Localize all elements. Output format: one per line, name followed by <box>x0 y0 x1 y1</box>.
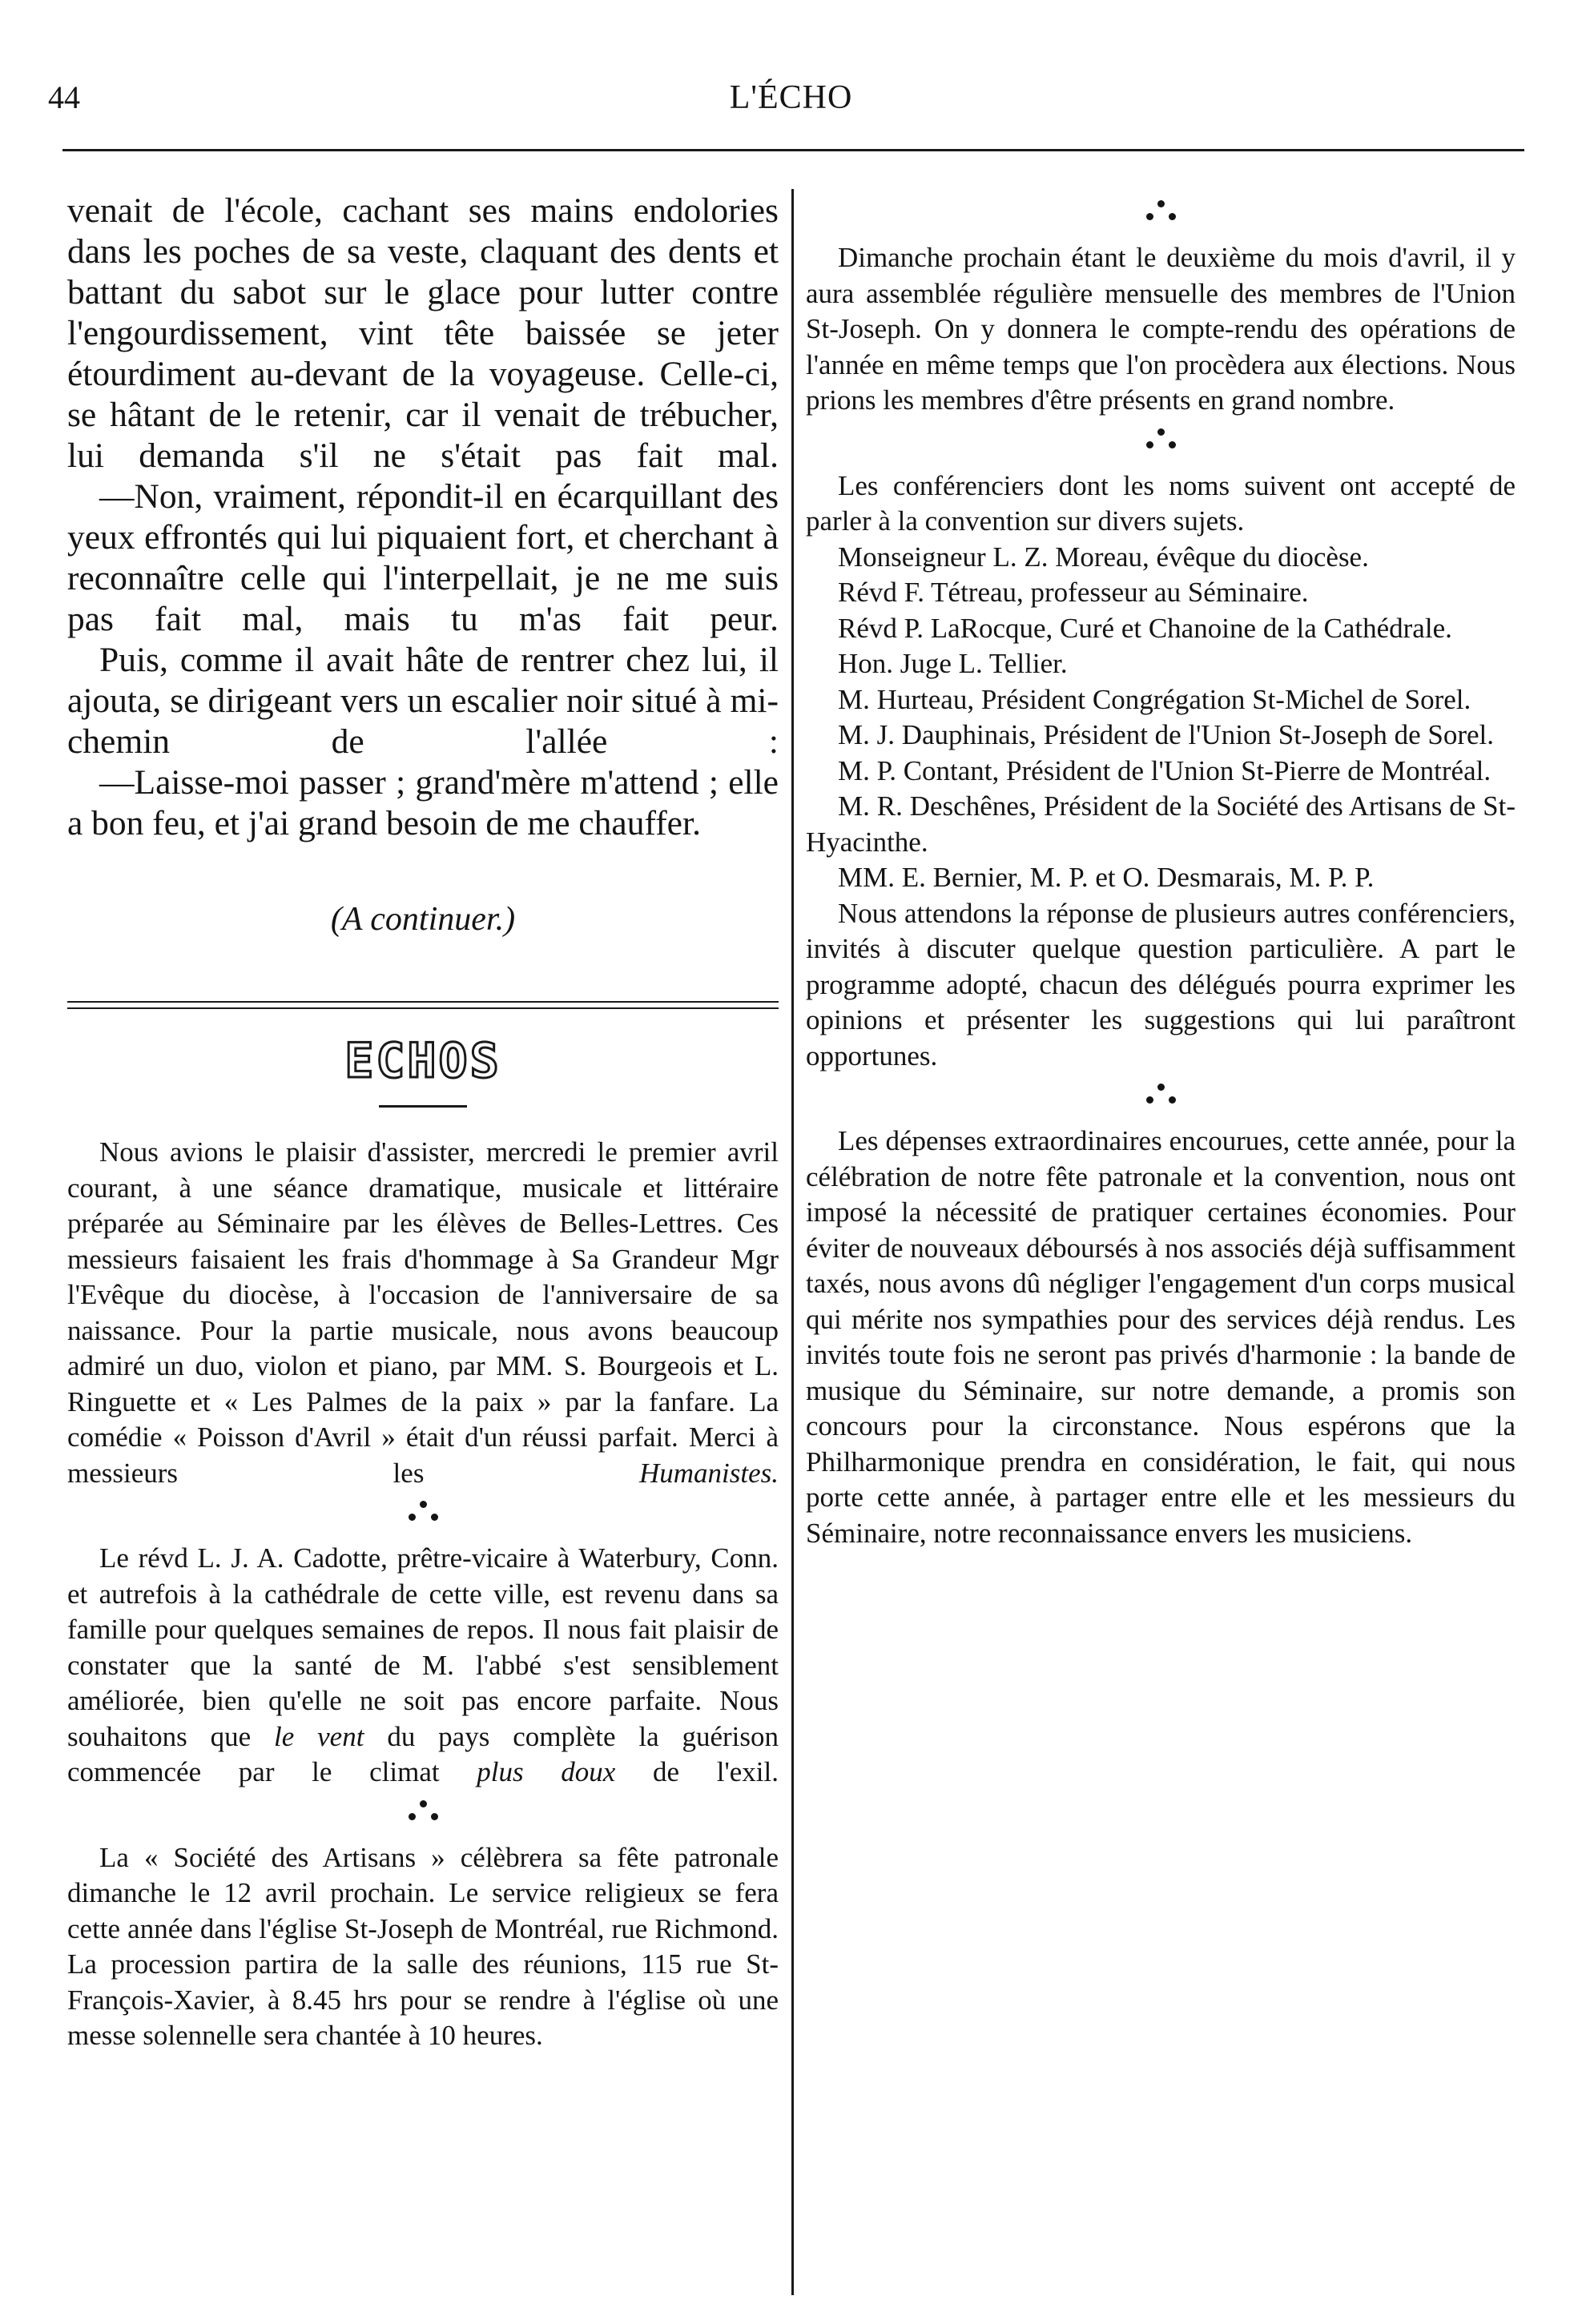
speaker-entry: M. P. Contant, Président de l'Union St-Pierre de Montréal. <box>838 754 1491 786</box>
echos-notes-left <box>67 1135 779 2054</box>
heading-rule <box>379 1105 467 1108</box>
news-item: Nous attendons la réponse de plusieurs autres conférenciers, invités à discuter quelque question particulière. A part le programme adopté, chacun des délégués pourra exprimer les opinions et présenter les suggestions qui lui paraîtront opportunes. <box>806 897 1516 1072</box>
to-be-continued: (A continuer.) <box>330 901 516 938</box>
left-column <box>67 191 779 2054</box>
column-divider <box>791 189 794 2295</box>
news-item: Les dépenses extraordinaires encourues, cette année, pour la célébration de notre fête patronale et la convention, nous ont imposé la nécessité de pratiquer certaines économies. Pour éviter de nouveaux déboursés à nos associés déjà suffisamment taxés, nous avons dû négliger l'engagement d'un corps musical qui mérite nos sympathies pour des services déjà rendus. Les invités toute fois ne seront pas privés d'harmonie : la bande de musique du Séminaire, sur notre demande, a promis son concours pour la circonstance. Nous espérons que la Philharmonique prendra en considération, le fait, qui nous porte cette année, à partager entre elle et les messieurs du Séminaire, notre reconnaissance envers les musiciens. <box>806 1125 1516 1549</box>
echos-notes-right <box>806 195 1516 1551</box>
story-paragraph: Puis, comme il avait hâte de rentrer chez lui, il ajouta, se dirigeant vers un escalier noir situé à mi-chemin de l'allée : <box>67 641 779 761</box>
section-divider <box>67 1001 779 1009</box>
news-item: La « Société des Artisans » célèbrera sa fête patronale dimanche le 12 avril prochain. Le service religieux se fera cette année dans l'église St-Joseph de Montréal, rue Richmond. La procession partira de la salle des réunions, 115 rue St-François-Xavier, à 8.45 hrs pour se rendre à l'église où une messe solennelle sera chantée à 10 heures. <box>67 1841 779 2051</box>
asterism <box>67 1496 779 1541</box>
speaker-entry: M. J. Dauphinais, Président de l'Union St-Joseph de Sorel. <box>838 719 1495 750</box>
running-title: L'ÉCHO <box>729 79 853 116</box>
speaker-entry: Hon. Juge L. Tellier. <box>838 648 1068 679</box>
news-item: Dimanche prochain étant le deuxième du mois d'avril, il y aura assemblée régulière mensuelle des membres de l'Union St-Joseph. On y donnera le compte-rendu des opérations de l'année en même temps que l'on procèdera aux élections. Nous prions les membres d'être présents en grand nombre. <box>806 242 1516 416</box>
speaker-entry: M. R. Deschênes, Président de la Société des Artisans de St-Hyacinthe. <box>806 790 1516 858</box>
page-number: 44 <box>48 79 80 115</box>
speaker-entry: M. Hurteau, Président Congrégation St-Michel de Sorel. <box>838 683 1471 715</box>
story-paragraph: venait de l'école, cachant ses mains endolories dans les poches de sa veste, claquant des dents et battant du sabot sur le glace pour lutter contre l'engourdissement, vint tête baissée se jeter étourdiment au-devant de la voyageuse. Celle-ci, se hâtant de le retenir, car il venait de trébucher, lui demanda s'il ne s'était pas fait mal. <box>67 191 779 475</box>
speaker-entry: Révd P. LaRocque, Curé et Chanoine de la Cathédrale. <box>838 612 1452 644</box>
news-italic: le vent <box>274 1720 364 1752</box>
asterism <box>806 1079 1516 1124</box>
news-text: du pays complète la guérison commencée par le climat <box>67 1720 779 1787</box>
news-text: Le révd L. J. A. Cadotte, prêtre-vicaire à Waterbury, Conn. et autrefois à la cathédrale de cette ville, est revenu dans sa famille pour quelques semaines de repos. Il nous fait plaisir de constater que la santé de M. l'abbé s'est sensiblement améliorée, bien qu'elle ne soit pas encore parfaite. Nous souhaitons que <box>67 1542 779 1752</box>
speaker-entry: Monseigneur L. Z. Moreau, évêque du diocèse. <box>838 541 1369 573</box>
asterism <box>806 195 1516 240</box>
speaker-entry: Révd F. Tétreau, professeur au Séminaire. <box>838 577 1309 608</box>
story-paragraph: —Non, vraiment, répondit-il en écarquillant des yeux effrontés qui lui piquaient fort, et cherchant à reconnaître celle qui l'interpellait, je ne me suis pas fait mal, mais tu m'as fait peur. <box>67 477 779 638</box>
serial-story <box>67 191 779 844</box>
speaker-entry: MM. E. Bernier, M. P. et O. Desmarais, M. P. P. <box>838 862 1375 893</box>
news-italic: plus doux <box>477 1756 616 1787</box>
news-text: de l'exil. <box>653 1756 779 1787</box>
asterism <box>806 424 1516 468</box>
asterism <box>67 1795 779 1840</box>
story-paragraph: —Laisse-moi passer ; grand'mère m'attend ; elle a bon feu, et j'ai grand besoin de me chauffer. <box>67 763 779 842</box>
news-item <box>67 1135 779 1491</box>
news-item <box>67 1541 779 1791</box>
section-heading: ECHOS <box>344 1033 501 1089</box>
header-rule <box>62 149 1524 151</box>
news-item: Les conférenciers dont les noms suivent ont accepté de parler à la convention sur divers sujets. <box>806 469 1516 537</box>
right-column <box>806 191 1516 1551</box>
news-text: Nous avions le plaisir d'assister, mercredi le premier avril courant, à une séance dramatique, musicale et littéraire préparée au Séminaire par les élèves de Belles-Lettres. Ces messieurs faisaient les frais d'hommage à Sa Grandeur Mgr l'Evêque du diocèse, à l'occasion de l'anniversaire de sa naissance. Pour la partie musicale, nous avons beaucoup admiré un duo, violon et piano, par MM. S. Bourgeois et L. Ringuette et « Les Palmes de la paix » par la fanfare. La comédie « Poisson d'Avril » était d'un réussi parfait. Merci à messieurs les <box>67 1136 779 1489</box>
news-italic: Humanistes. <box>638 1457 779 1489</box>
